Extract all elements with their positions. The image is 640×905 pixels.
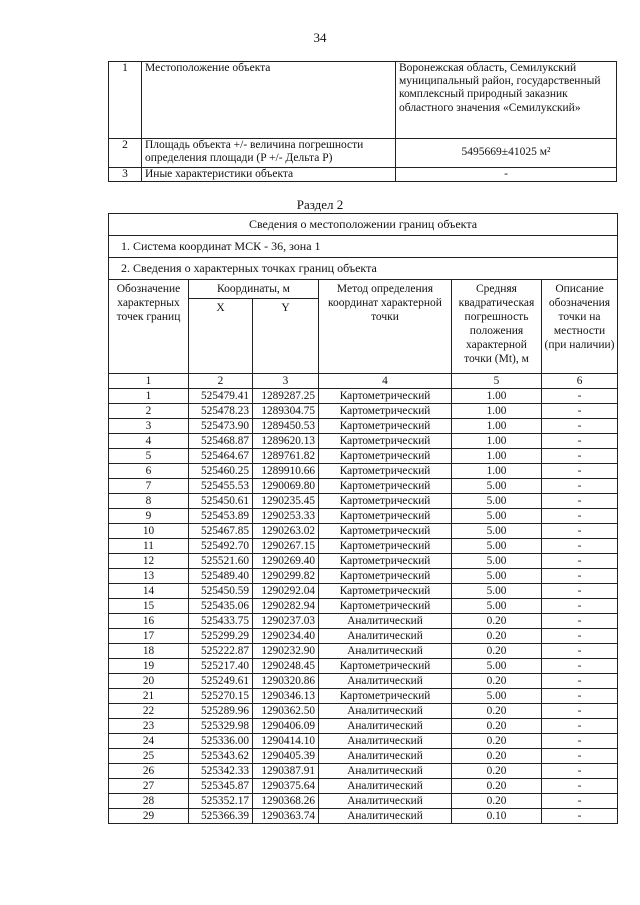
coord-system-row: [109, 236, 618, 258]
page-number: 34: [313, 30, 327, 45]
point-number: 24: [109, 734, 189, 749]
table-row: [109, 599, 618, 614]
error: 0.20: [452, 644, 542, 659]
method: Аналитический: [319, 644, 452, 659]
coord-x: 525336.00: [189, 734, 253, 749]
point-number: 10: [109, 524, 189, 539]
coord-x: 525521.60: [189, 554, 253, 569]
method: Аналитический: [319, 779, 452, 794]
coord-x: 525329.98: [189, 719, 253, 734]
coord-y: 1290414.10: [253, 734, 319, 749]
coord-x: 525222.87: [189, 644, 253, 659]
table-row: [109, 659, 618, 674]
coord-x: 525489.40: [189, 569, 253, 584]
error: 1.00: [452, 449, 542, 464]
point-number: 16: [109, 614, 189, 629]
method: Картометрический: [319, 689, 452, 704]
method: Аналитический: [319, 614, 452, 629]
table-row: [109, 644, 618, 659]
coord-x: 525342.33: [189, 764, 253, 779]
point-number: 14: [109, 584, 189, 599]
method: Аналитический: [319, 749, 452, 764]
description: -: [542, 584, 618, 599]
table-row: [109, 629, 618, 644]
method: Картометрический: [319, 449, 452, 464]
coord-system: 1. Система координат МСК - 36, зона 1: [109, 236, 618, 258]
method: Аналитический: [319, 719, 452, 734]
method: Аналитический: [319, 794, 452, 809]
coord-y: 1290363.74: [253, 809, 319, 824]
coord-y: 1290069.80: [253, 479, 319, 494]
error: 1.00: [452, 404, 542, 419]
coord-y: 1290405.39: [253, 749, 319, 764]
coord-y: 1290248.45: [253, 659, 319, 674]
coord-y: 1290406.09: [253, 719, 319, 734]
coord-x: 525345.87: [189, 779, 253, 794]
description: -: [542, 629, 618, 644]
table-row: [109, 674, 618, 689]
point-number: 23: [109, 719, 189, 734]
header-x: X: [189, 299, 253, 374]
coord-x: 525343.62: [189, 749, 253, 764]
error: 1.00: [452, 464, 542, 479]
error: 0.20: [452, 779, 542, 794]
description: -: [542, 599, 618, 614]
table-row: [109, 719, 618, 734]
header-row: [109, 280, 618, 299]
description: -: [542, 779, 618, 794]
error: 0.20: [452, 674, 542, 689]
coord-y: 1289287.25: [253, 389, 319, 404]
table-row: [109, 749, 618, 764]
coord-y: 1290292.04: [253, 584, 319, 599]
table-row: [109, 62, 617, 139]
description: -: [542, 674, 618, 689]
column-number: 2: [189, 374, 253, 389]
row-value: -: [396, 168, 617, 182]
coord-y: 1290282.94: [253, 599, 319, 614]
table-row: [109, 419, 618, 434]
description: -: [542, 464, 618, 479]
method: Картометрический: [319, 599, 452, 614]
table-row: [109, 764, 618, 779]
coord-x: 525366.39: [189, 809, 253, 824]
section-title: Раздел 2: [296, 197, 344, 212]
coord-x: 525217.40: [189, 659, 253, 674]
coord-y: 1289450.53: [253, 419, 319, 434]
error: 0.20: [452, 614, 542, 629]
description: -: [542, 404, 618, 419]
coord-y: 1290269.40: [253, 554, 319, 569]
description: -: [542, 419, 618, 434]
description: -: [542, 509, 618, 524]
error: 5.00: [452, 659, 542, 674]
point-number: 3: [109, 419, 189, 434]
error: 0.20: [452, 734, 542, 749]
point-number: 15: [109, 599, 189, 614]
row-number: 3: [109, 168, 142, 182]
method: Картометрический: [319, 389, 452, 404]
coord-x: 525270.15: [189, 689, 253, 704]
error: 5.00: [452, 554, 542, 569]
point-number: 2: [109, 404, 189, 419]
method: Картометрический: [319, 479, 452, 494]
description: -: [542, 449, 618, 464]
point-number: 18: [109, 644, 189, 659]
table-row: [109, 434, 618, 449]
table-row: [109, 509, 618, 524]
table-row: [109, 584, 618, 599]
table-row: [109, 794, 618, 809]
coord-x: 525473.90: [189, 419, 253, 434]
table-row: [109, 464, 618, 479]
coord-x: 525492.70: [189, 539, 253, 554]
header-y: Y: [253, 299, 319, 374]
table-title: Сведения о местоположении границ объекта: [109, 214, 618, 236]
error: 1.00: [452, 434, 542, 449]
point-number: 22: [109, 704, 189, 719]
error: 5.00: [452, 494, 542, 509]
error: 5.00: [452, 569, 542, 584]
point-number: 13: [109, 569, 189, 584]
method: Аналитический: [319, 764, 452, 779]
coord-x: 525479.41: [189, 389, 253, 404]
column-number: 3: [253, 374, 319, 389]
point-number: 25: [109, 749, 189, 764]
error: 5.00: [452, 509, 542, 524]
point-number: 21: [109, 689, 189, 704]
header-method: Метод определения координат характерной точки: [319, 280, 452, 374]
row-value: Воронежская область, Семилукский муниципальный район, государственный комплексный природный заказник областного значения «Семилукский»: [396, 62, 617, 139]
coord-y: 1289761.82: [253, 449, 319, 464]
coord-x: 525464.67: [189, 449, 253, 464]
method: Картометрический: [319, 509, 452, 524]
description: -: [542, 734, 618, 749]
method: Аналитический: [319, 809, 452, 824]
description: -: [542, 569, 618, 584]
error: 5.00: [452, 599, 542, 614]
coord-y: 1290267.15: [253, 539, 319, 554]
coord-x: 525455.53: [189, 479, 253, 494]
coord-y: 1290299.82: [253, 569, 319, 584]
table-title-row: [109, 214, 618, 236]
table-row: [109, 494, 618, 509]
error: 5.00: [452, 479, 542, 494]
boundary-points-table: [108, 213, 618, 824]
description: -: [542, 614, 618, 629]
error: 0.10: [452, 809, 542, 824]
description: -: [542, 554, 618, 569]
coord-x: 525435.06: [189, 599, 253, 614]
method: Аналитический: [319, 704, 452, 719]
table-row: [109, 168, 617, 182]
coord-y: 1290387.91: [253, 764, 319, 779]
coord-x: 525433.75: [189, 614, 253, 629]
column-number: 4: [319, 374, 452, 389]
method: Картометрический: [319, 524, 452, 539]
point-number: 8: [109, 494, 189, 509]
point-number: 6: [109, 464, 189, 479]
coord-y: 1290234.40: [253, 629, 319, 644]
description: -: [542, 524, 618, 539]
coord-x: 525468.87: [189, 434, 253, 449]
table-row: [109, 734, 618, 749]
row-value: 5495669±41025 м²: [396, 139, 617, 168]
row-number: 1: [109, 62, 142, 139]
point-number: 20: [109, 674, 189, 689]
points-caption: 2. Сведения о характерных точках границ объекта: [109, 258, 618, 280]
method: Картометрический: [319, 434, 452, 449]
point-number: 28: [109, 794, 189, 809]
header-description: Описание обозначения точки на местности (при наличии): [542, 280, 618, 374]
error: 5.00: [452, 539, 542, 554]
coord-y: 1290263.02: [253, 524, 319, 539]
header-coords: Координаты, м: [189, 280, 319, 299]
table-row: [109, 479, 618, 494]
row-label: Местоположение объекта: [142, 62, 396, 139]
table-row: [109, 704, 618, 719]
error: 5.00: [452, 524, 542, 539]
table-row: [109, 779, 618, 794]
method: Картометрический: [319, 554, 452, 569]
coord-y: 1290253.33: [253, 509, 319, 524]
error: 0.20: [452, 749, 542, 764]
description: -: [542, 539, 618, 554]
method: Аналитический: [319, 674, 452, 689]
coord-x: 525450.61: [189, 494, 253, 509]
coord-x: 525453.89: [189, 509, 253, 524]
coord-y: 1290368.26: [253, 794, 319, 809]
column-number: 6: [542, 374, 618, 389]
method: Картометрический: [319, 539, 452, 554]
method: Аналитический: [319, 734, 452, 749]
method: Картометрический: [319, 569, 452, 584]
coord-y: 1290237.03: [253, 614, 319, 629]
point-number: 26: [109, 764, 189, 779]
table-row: [109, 539, 618, 554]
error: 0.20: [452, 629, 542, 644]
table-row: [109, 809, 618, 824]
description: -: [542, 719, 618, 734]
error: 1.00: [452, 389, 542, 404]
point-number: 19: [109, 659, 189, 674]
coord-y: 1289620.13: [253, 434, 319, 449]
table-row: [109, 524, 618, 539]
object-info-table: [108, 61, 617, 182]
table-row: [109, 569, 618, 584]
table-row: [109, 389, 618, 404]
header-designation: Обозначение характерных точек границ: [109, 280, 189, 374]
error: 0.20: [452, 704, 542, 719]
point-number: 5: [109, 449, 189, 464]
error: 0.20: [452, 719, 542, 734]
error: 0.20: [452, 794, 542, 809]
row-label: Площадь объекта +/- величина погрешности определения площади (P +/- Дельта P): [142, 139, 396, 168]
description: -: [542, 479, 618, 494]
table-row: [109, 554, 618, 569]
coord-y: 1290346.13: [253, 689, 319, 704]
column-number: 5: [452, 374, 542, 389]
description: -: [542, 704, 618, 719]
description: -: [542, 794, 618, 809]
description: -: [542, 389, 618, 404]
error: 5.00: [452, 584, 542, 599]
point-number: 9: [109, 509, 189, 524]
method: Картометрический: [319, 419, 452, 434]
coord-x: 525289.96: [189, 704, 253, 719]
table-row: [109, 139, 617, 168]
point-number: 1: [109, 389, 189, 404]
method: Картометрический: [319, 584, 452, 599]
method: Картометрический: [319, 494, 452, 509]
method: Аналитический: [319, 629, 452, 644]
error: 1.00: [452, 419, 542, 434]
method: Картометрический: [319, 659, 452, 674]
coord-x: 525460.25: [189, 464, 253, 479]
point-number: 4: [109, 434, 189, 449]
method: Картометрический: [319, 404, 452, 419]
point-number: 27: [109, 779, 189, 794]
coord-x: 525249.61: [189, 674, 253, 689]
description: -: [542, 809, 618, 824]
coord-x: 525450.59: [189, 584, 253, 599]
coord-y: 1290320.86: [253, 674, 319, 689]
coord-y: 1289304.75: [253, 404, 319, 419]
points-body: [109, 389, 618, 824]
method: Картометрический: [319, 464, 452, 479]
header-error: Средняя квадратическая погрешность положения характерной точки (Mt), м: [452, 280, 542, 374]
row-label: Иные характеристики объекта: [142, 168, 396, 182]
table-row: [109, 449, 618, 464]
coord-x: 525299.29: [189, 629, 253, 644]
description: -: [542, 764, 618, 779]
points-caption-row: [109, 258, 618, 280]
point-number: 29: [109, 809, 189, 824]
coord-y: 1290362.50: [253, 704, 319, 719]
table-row: [109, 404, 618, 419]
point-number: 17: [109, 629, 189, 644]
point-number: 12: [109, 554, 189, 569]
description: -: [542, 494, 618, 509]
table-row: [109, 614, 618, 629]
column-number: 1: [109, 374, 189, 389]
row-number: 2: [109, 139, 142, 168]
description: -: [542, 659, 618, 674]
point-number: 11: [109, 539, 189, 554]
error: 0.20: [452, 764, 542, 779]
description: -: [542, 644, 618, 659]
coord-x: 525467.85: [189, 524, 253, 539]
description: -: [542, 749, 618, 764]
coord-y: 1290235.45: [253, 494, 319, 509]
point-number: 7: [109, 479, 189, 494]
coord-y: 1289910.66: [253, 464, 319, 479]
table-row: [109, 689, 618, 704]
coord-x: 525478.23: [189, 404, 253, 419]
column-numbers-row: [109, 374, 618, 389]
coord-y: 1290375.64: [253, 779, 319, 794]
coord-y: 1290232.90: [253, 644, 319, 659]
coord-x: 525352.17: [189, 794, 253, 809]
error: 5.00: [452, 689, 542, 704]
description: -: [542, 689, 618, 704]
description: -: [542, 434, 618, 449]
